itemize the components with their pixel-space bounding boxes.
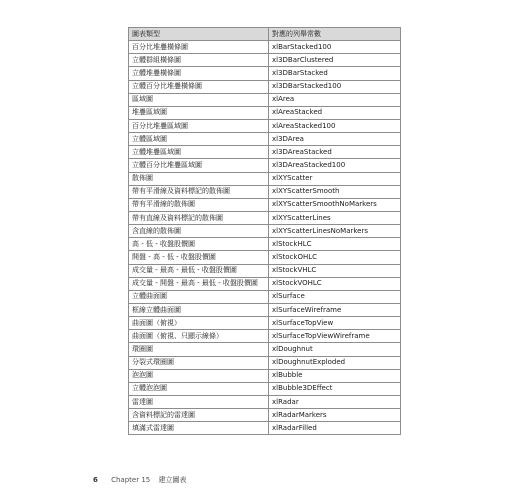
chart-type-cell: 立體區域圖 [129, 133, 269, 146]
chart-type-cell: 帶有平滑線及資料標記的散佈圖 [129, 185, 269, 198]
chart-type-cell: 立體百分比堆疊區域圖 [129, 159, 269, 172]
enum-constant-cell: xlBubble [269, 369, 401, 382]
table-row [129, 198, 401, 211]
table-row [129, 146, 401, 159]
chart-type-cell: 環圈圖 [129, 343, 269, 356]
enum-constant-cell: xlAreaStacked100 [269, 119, 401, 132]
table-row [129, 41, 401, 54]
chart-type-cell: 堆疊區域圖 [129, 106, 269, 119]
enum-constant-cell: xl3DAreaStacked100 [269, 159, 401, 172]
table-row [129, 159, 401, 172]
enum-constant-cell: xlAreaStacked [269, 106, 401, 119]
chart-type-cell: 立體堆疊區域圖 [129, 146, 269, 159]
enum-constant-cell: xlStockVHLC [269, 264, 401, 277]
chart-type-cell: 開盤 - 高 - 低 - 收盤股價圖 [129, 251, 269, 264]
chart-type-cell: 高 - 低 - 收盤股價圖 [129, 238, 269, 251]
table-row [129, 67, 401, 80]
enum-constant-cell: xlBarStacked100 [269, 41, 401, 54]
table-row [129, 185, 401, 198]
chart-type-cell: 泡泡圖 [129, 369, 269, 382]
enum-constant-cell: xlStockHLC [269, 238, 401, 251]
table-row [129, 106, 401, 119]
table-row [129, 409, 401, 422]
enum-constant-cell: xl3DBarStacked100 [269, 80, 401, 93]
enum-constant-cell: xl3DArea [269, 133, 401, 146]
chart-type-cell: 曲面圖（俯視） [129, 317, 269, 330]
table-row [129, 356, 401, 369]
chart-type-table [128, 27, 401, 435]
enum-constant-cell: xlSurfaceTopViewWireframe [269, 330, 401, 343]
enum-constant-cell: xlBubble3DEffect [269, 382, 401, 395]
chart-type-cell: 雷達圖 [129, 395, 269, 408]
chart-type-cell: 散佈圖 [129, 172, 269, 185]
enum-constant-cell: xl3DBarClustered [269, 54, 401, 67]
chart-type-cell: 立體曲面圖 [129, 290, 269, 303]
table-row [129, 290, 401, 303]
table-row [129, 303, 401, 316]
table-row [129, 369, 401, 382]
enum-constant-cell: xlSurface [269, 290, 401, 303]
enum-constant-cell: xlXYScatterLines [269, 211, 401, 224]
enum-constant-cell: xlRadar [269, 395, 401, 408]
chart-type-cell: 立體泡泡圖 [129, 382, 269, 395]
enum-constant-cell: xlStockOHLC [269, 251, 401, 264]
table-row [129, 54, 401, 67]
page-footer [93, 475, 186, 485]
table-row [129, 395, 401, 408]
column-header-chart-type: 圖表類型 [129, 28, 269, 41]
enum-constant-cell: xlXYScatterSmooth [269, 185, 401, 198]
chart-type-cell: 曲面圖（俯視、只顯示線條） [129, 330, 269, 343]
chart-type-cell: 立體堆疊橫條圖 [129, 67, 269, 80]
chart-type-cell: 立體百分比堆疊橫條圖 [129, 80, 269, 93]
table-row [129, 343, 401, 356]
chart-type-cell: 帶有平滑線的散佈圖 [129, 198, 269, 211]
enum-constant-cell: xl3DAreaStacked [269, 146, 401, 159]
table-row [129, 225, 401, 238]
table-row [129, 93, 401, 106]
chart-type-cell: 百分比堆疊區域圖 [129, 119, 269, 132]
page-number: 6 [93, 476, 98, 484]
table-row [129, 382, 401, 395]
chart-type-cell: 含資料標記的雷達圖 [129, 409, 269, 422]
enum-constant-cell: xlXYScatterSmoothNoMarkers [269, 198, 401, 211]
table-row [129, 119, 401, 132]
enum-constant-cell: xlDoughnut [269, 343, 401, 356]
table-body [129, 41, 401, 435]
enum-constant-cell: xlSurfaceTopView [269, 317, 401, 330]
chart-type-cell: 填滿式雷達圖 [129, 422, 269, 435]
table-row [129, 251, 401, 264]
table-row [129, 211, 401, 224]
table-header [129, 28, 401, 41]
enum-constant-cell: xlDoughnutExploded [269, 356, 401, 369]
chart-type-cell: 成交量 - 最高 - 最低 - 收盤股價圖 [129, 264, 269, 277]
chart-type-cell: 分裂式環圈圖 [129, 356, 269, 369]
column-header-enum-constant: 對應的列舉常數 [269, 28, 401, 41]
enum-constant-cell: xl3DBarStacked [269, 67, 401, 80]
enum-constant-cell: xlRadarFilled [269, 422, 401, 435]
enum-constant-cell: xlXYScatter [269, 172, 401, 185]
chart-type-cell: 百分比堆疊橫條圖 [129, 41, 269, 54]
table-row [129, 317, 401, 330]
enum-constant-cell: xlStockVOHLC [269, 277, 401, 290]
chart-type-cell: 區域圖 [129, 93, 269, 106]
chapter-title: 建立圖表 [158, 476, 187, 484]
table-row [129, 80, 401, 93]
enum-constant-cell: xlXYScatterLinesNoMarkers [269, 225, 401, 238]
table-header-row [129, 28, 401, 41]
chapter-label: Chapter 15 [111, 476, 151, 484]
table-row [129, 277, 401, 290]
chart-type-cell: 成交量 - 開盤 - 最高 - 最低 - 收盤股價圖 [129, 277, 269, 290]
enum-constant-cell: xlSurfaceWireframe [269, 303, 401, 316]
table-row [129, 172, 401, 185]
chart-type-cell: 帶有直線及資料標記的散佈圖 [129, 211, 269, 224]
table-row [129, 264, 401, 277]
table-row [129, 133, 401, 146]
table-row [129, 330, 401, 343]
enum-constant-cell: xlArea [269, 93, 401, 106]
enum-constant-cell: xlRadarMarkers [269, 409, 401, 422]
chart-type-cell: 框線立體曲面圖 [129, 303, 269, 316]
table-row [129, 238, 401, 251]
table-row [129, 422, 401, 435]
chart-type-cell: 立體群組橫條圖 [129, 54, 269, 67]
chart-type-cell: 含直線的散佈圖 [129, 225, 269, 238]
